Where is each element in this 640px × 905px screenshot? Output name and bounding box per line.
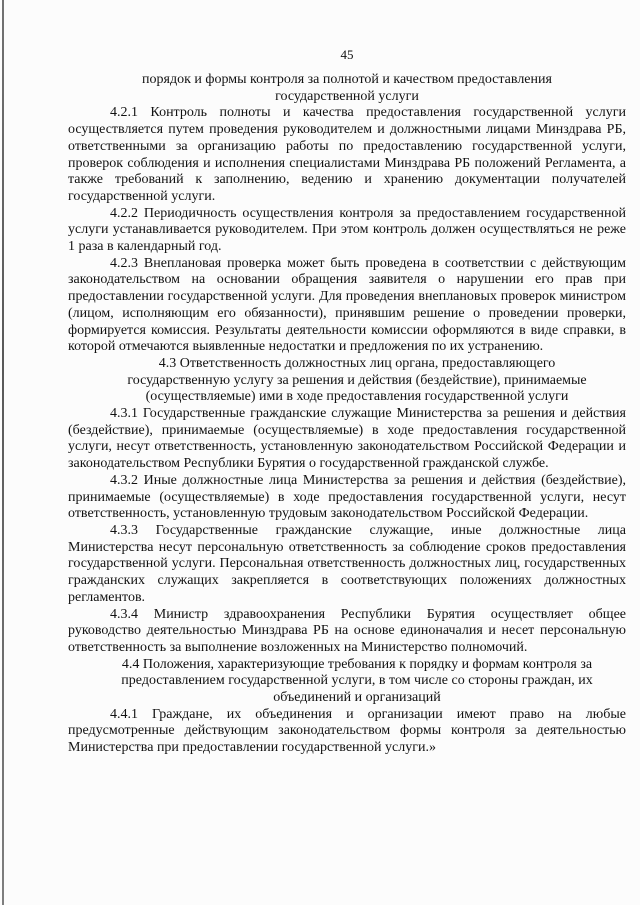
paragraph-4-2-3: 4.2.3 Внеплановая проверка может быть проведена в соответствии с действующим законодательством на основании обращения заявителя о нарушении его прав при предоставлении государственной услуги. Для проведения внеплановых проверок министром (лицом, исполняющим его обязанности), принявшим решение о проведении проверки, формируется комиссия. Результаты деятельности комиссии оформляются в виде справки, в которой отмечаются выявленные недостатки и предложения по их устранению. <box>68 255 626 355</box>
page-number: 45 <box>340 47 354 62</box>
heading-4-3-line-3: (осуществляемые) ими в ходе предоставления государственной услуги <box>145 389 569 405</box>
heading-4-3-line-2: государственную услугу за решения и действия (бездействие), принимаемые <box>127 372 587 388</box>
document-body <box>68 72 626 757</box>
heading-4-3-line-1: 4.3 Ответственность должностных лиц органа, предоставляющего <box>158 355 556 371</box>
heading-4-4-line-2: предоставлением государственной услуги, в том числе со стороны граждан, их <box>121 673 593 689</box>
paragraph-4-3-1: 4.3.1 Государственные гражданские служащие Министерства за решения и действия (бездействие), принимаемые (осуществляемые) в ходе предоставления государственной услуги, несут ответственность, установленную законодательством Российской Федерации и законодательством Республики Бурятия о государственной гражданской службе. <box>68 406 626 472</box>
paragraph-4-3-2: 4.3.2 Иные должностные лица Министерства за решения и действия (бездействие), принимаемые (осуществляемые) в ходе предоставления государственной услуги, несут ответственность, установленную трудовым законодательством Российской Федерации. <box>68 472 626 522</box>
paragraph-4-2-2: 4.2.2 Периодичность осуществления контроля за предоставлением государственной услуги устанавливается руководителем. При этом контроль должен осуществляться не реже 1 раза в календарный год. <box>68 205 626 255</box>
heading-4-4-line-3: объединений и организаций <box>273 690 441 706</box>
section-heading-continuation-line-1: порядок и формы контроля за полнотой и качеством предоставления <box>142 72 552 87</box>
section-heading-4-3 <box>68 356 626 406</box>
section-heading-4-4 <box>68 657 626 707</box>
paragraph-4-3-3: 4.3.3 Государственные гражданские служащие, иные должностные лица Министерства несут персональную ответственность за соблюдение сроков предоставления государственной услуги. Персональная ответственность должностных лиц, государственных гражданских служащих закрепляется в соответствующих положениях должностных регламентов. <box>68 522 626 605</box>
paragraph-4-4-1: 4.4.1 Граждане, их объединения и организации имеют право на любые предусмотренные действующим законодательством формы контроля за деятельностью Министерства при предоставлении государственной услуги.» <box>68 706 626 756</box>
heading-4-4-line-1: 4.4 Положения, характеризующие требования к порядку и формам контроля за <box>121 656 593 672</box>
scan-margin-edge <box>2 0 4 905</box>
paragraph-4-2-1: 4.2.1 Контроль полноты и качества предоставления государственной услуги осуществляется путем проведения руководителем и должностными лицами Минздрава РБ, ответственными за организацию работы по предоставлению государственной услуги, проверок соблюдения и исполнения специалистами Минздрава РБ положений Регламента, а также требований к заполнению, ведению и хранению документации получателей государственной услуги. <box>68 105 626 204</box>
paragraph-4-3-4: 4.3.4 Министр здравоохранения Республики Бурятия осуществляет общее руководство деятельностью Минздрава РБ на основе единоначалия и несет персональную ответственность за выполнение возложенных на Министерство полномочий. <box>68 606 626 655</box>
section-heading-continuation-line-2: государственной услуги <box>275 88 419 104</box>
